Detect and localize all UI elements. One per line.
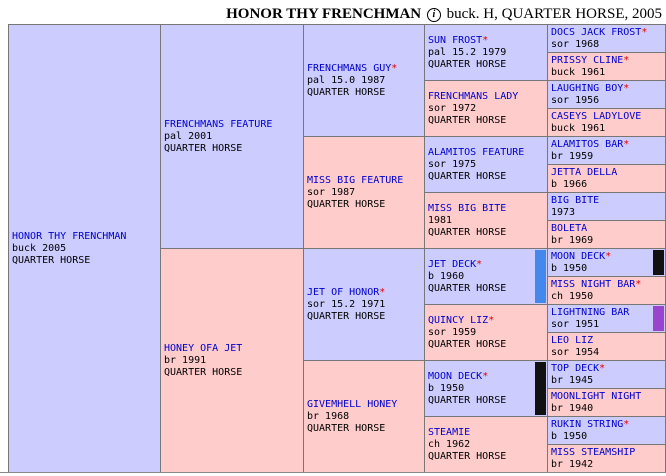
color-stripe bbox=[653, 306, 664, 331]
star-mark: * bbox=[641, 26, 648, 38]
pedigree-cell-g4 bbox=[547, 416, 666, 445]
pedigree-cell-g4 bbox=[547, 108, 666, 137]
pedigree-cell-g2 bbox=[303, 248, 425, 361]
pedigree-cell-g3 bbox=[424, 24, 548, 81]
bottom-divider bbox=[0, 472, 666, 473]
pedigree-cell-subject bbox=[8, 24, 161, 473]
horse-color-year: sor 1951 bbox=[551, 318, 600, 330]
star-mark: * bbox=[623, 138, 630, 150]
horse-color-year: sor 1956 bbox=[551, 94, 600, 106]
horse-link[interactable]: LEO LIZ bbox=[551, 334, 594, 346]
pedigree-cell-g3 bbox=[424, 80, 548, 137]
horse-link[interactable]: HONOR THY FRENCHMAN bbox=[12, 230, 127, 242]
horse-color-year: sor 1987 bbox=[307, 186, 356, 198]
pedigree-cell-g2 bbox=[303, 136, 425, 249]
horse-color-year: sor 1968 bbox=[551, 38, 600, 50]
horse-color-year: ch 1962 bbox=[428, 438, 471, 450]
star-mark: * bbox=[482, 370, 489, 382]
horse-link[interactable]: SUN FROST* bbox=[428, 34, 489, 46]
header-details: buck. H, QUARTER HORSE, 2005 bbox=[446, 6, 662, 22]
horse-link[interactable]: LIGHTNING BAR bbox=[551, 306, 630, 318]
horse-breed: QUARTER HORSE bbox=[307, 198, 386, 210]
horse-color-year: buck 2005 bbox=[12, 242, 67, 254]
pedigree-cell-g4 bbox=[547, 304, 666, 333]
header-horse-name: HONOR THY FRENCHMAN bbox=[226, 6, 422, 22]
horse-color-year: br 1959 bbox=[551, 150, 594, 162]
horse-link[interactable]: DOCS JACK FROST* bbox=[551, 26, 648, 38]
horse-color-year: br 1945 bbox=[551, 374, 594, 386]
horse-breed: QUARTER HORSE bbox=[428, 170, 507, 182]
star-mark: * bbox=[623, 54, 630, 66]
pedigree-cell-g4 bbox=[547, 360, 666, 389]
star-mark: * bbox=[605, 250, 612, 262]
pedigree-cell-g3 bbox=[424, 136, 548, 193]
horse-link[interactable]: FRENCHMANS LADY bbox=[428, 90, 519, 102]
star-mark: * bbox=[391, 62, 398, 74]
star-mark: * bbox=[379, 286, 386, 298]
horse-breed: QUARTER HORSE bbox=[12, 254, 91, 266]
pedigree-cell-g4 bbox=[547, 80, 666, 109]
horse-color-year: br 1940 bbox=[551, 402, 594, 414]
horse-link[interactable]: BOLETA bbox=[551, 222, 588, 234]
pedigree-cell-g4 bbox=[547, 388, 666, 417]
horse-link[interactable]: GIVEMHELL HONEY bbox=[307, 398, 398, 410]
pedigree-cell-g3 bbox=[424, 192, 548, 249]
pedigree-cell-g3 bbox=[424, 248, 548, 305]
horse-link[interactable]: MISS NIGHT BAR* bbox=[551, 278, 642, 290]
horse-link[interactable]: FRENCHMANS GUY* bbox=[307, 62, 398, 74]
horse-breed: QUARTER HORSE bbox=[164, 366, 243, 378]
horse-link[interactable]: FRENCHMANS FEATURE bbox=[164, 118, 273, 130]
horse-link[interactable]: CASEYS LADYLOVE bbox=[551, 110, 642, 122]
horse-color-year: sor 15.2 1971 bbox=[307, 298, 386, 310]
horse-breed: QUARTER HORSE bbox=[307, 422, 386, 434]
horse-color-year: pal 2001 bbox=[164, 130, 213, 142]
pedigree-cell-g4 bbox=[547, 220, 666, 249]
horse-link[interactable]: ALAMITOS FEATURE bbox=[428, 146, 525, 158]
horse-breed: QUARTER HORSE bbox=[307, 86, 386, 98]
horse-color-year: b 1950 bbox=[551, 262, 588, 274]
horse-link[interactable]: BIG BITE bbox=[551, 194, 600, 206]
pedigree-cell-g2 bbox=[303, 24, 425, 137]
horse-color-year: sor 1975 bbox=[428, 158, 477, 170]
star-mark: * bbox=[623, 418, 630, 430]
horse-color-year: b 1950 bbox=[428, 382, 465, 394]
horse-breed: QUARTER HORSE bbox=[307, 310, 386, 322]
pedigree-cell-dam bbox=[160, 248, 304, 473]
horse-breed: QUARTER HORSE bbox=[428, 282, 507, 294]
horse-breed: QUARTER HORSE bbox=[428, 114, 507, 126]
star-mark: * bbox=[482, 34, 489, 46]
horse-link[interactable]: JET OF HONOR* bbox=[307, 286, 386, 298]
star-mark: * bbox=[488, 314, 495, 326]
horse-breed: QUARTER HORSE bbox=[428, 450, 507, 462]
color-stripe bbox=[653, 250, 664, 275]
pedigree-header bbox=[226, 4, 662, 24]
horse-link[interactable]: PRISSY CLINE* bbox=[551, 54, 630, 66]
horse-color-year: br 1968 bbox=[307, 410, 350, 422]
horse-link[interactable]: JET DECK* bbox=[428, 258, 483, 270]
horse-breed: QUARTER HORSE bbox=[428, 226, 507, 238]
horse-color-year: buck 1961 bbox=[551, 66, 606, 78]
color-stripe bbox=[535, 250, 546, 303]
horse-link[interactable]: ALAMITOS BAR* bbox=[551, 138, 630, 150]
horse-breed: QUARTER HORSE bbox=[428, 394, 507, 406]
horse-link[interactable]: MISS STEAMSHIP bbox=[551, 446, 636, 458]
horse-color-year: sor 1954 bbox=[551, 346, 600, 358]
pedigree-cell-g4 bbox=[547, 24, 666, 53]
star-mark: * bbox=[476, 258, 483, 270]
horse-color-year: 1973 bbox=[551, 206, 576, 218]
horse-link[interactable]: MOON DECK* bbox=[428, 370, 489, 382]
pedigree-cell-g4 bbox=[547, 52, 666, 81]
color-stripe bbox=[535, 362, 546, 415]
horse-color-year: b 1950 bbox=[551, 430, 588, 442]
star-mark: * bbox=[635, 278, 642, 290]
horse-link[interactable]: MISS BIG BITE bbox=[428, 202, 507, 214]
info-icon[interactable]: i bbox=[427, 8, 441, 22]
horse-link[interactable]: MOON DECK* bbox=[551, 250, 612, 262]
horse-breed: QUARTER HORSE bbox=[164, 142, 243, 154]
horse-color-year: sor 1972 bbox=[428, 102, 477, 114]
horse-link[interactable]: HONEY OFA JET bbox=[164, 342, 243, 354]
horse-color-year: br 1969 bbox=[551, 234, 594, 246]
horse-color-year: b 1960 bbox=[428, 270, 465, 282]
horse-link[interactable]: MOONLIGHT NIGHT bbox=[551, 390, 642, 402]
horse-link[interactable]: MISS BIG FEATURE bbox=[307, 174, 404, 186]
horse-link[interactable]: STEAMIE bbox=[428, 426, 471, 438]
star-mark: * bbox=[599, 362, 606, 374]
horse-link[interactable]: LAUGHING BOY* bbox=[551, 82, 630, 94]
horse-breed: QUARTER HORSE bbox=[428, 338, 507, 350]
horse-color-year: ch 1950 bbox=[551, 290, 594, 302]
horse-color-year: pal 15.0 1987 bbox=[307, 74, 386, 86]
horse-link[interactable]: TOP DECK* bbox=[551, 362, 606, 374]
horse-color-year: buck 1961 bbox=[551, 122, 606, 134]
horse-link[interactable]: RUKIN STRING* bbox=[551, 418, 630, 430]
pedigree-cell-g4 bbox=[547, 192, 666, 221]
pedigree-cell-g2 bbox=[303, 360, 425, 473]
horse-color-year: 1981 bbox=[428, 214, 453, 226]
pedigree-cell-sire bbox=[160, 24, 304, 249]
pedigree-cell-g4 bbox=[547, 248, 666, 277]
horse-color-year: sor 1959 bbox=[428, 326, 477, 338]
pedigree-cell-g3 bbox=[424, 304, 548, 361]
pedigree-cell-g4 bbox=[547, 136, 666, 165]
horse-color-year: pal 15.2 1979 bbox=[428, 46, 507, 58]
star-mark: * bbox=[623, 82, 630, 94]
horse-link[interactable]: JETTA DELLA bbox=[551, 166, 618, 178]
horse-color-year: br 1942 bbox=[551, 458, 594, 470]
horse-link[interactable]: QUINCY LIZ* bbox=[428, 314, 495, 326]
pedigree-cell-g4 bbox=[547, 164, 666, 193]
pedigree-cell-g4 bbox=[547, 276, 666, 305]
pedigree-cell-g4 bbox=[547, 444, 666, 473]
horse-breed: QUARTER HORSE bbox=[428, 58, 507, 70]
pedigree-cell-g3 bbox=[424, 360, 548, 417]
pedigree-cell-g4 bbox=[547, 332, 666, 361]
horse-color-year: br 1991 bbox=[164, 354, 207, 366]
horse-color-year: b 1966 bbox=[551, 178, 588, 190]
pedigree-cell-g3 bbox=[424, 416, 548, 473]
